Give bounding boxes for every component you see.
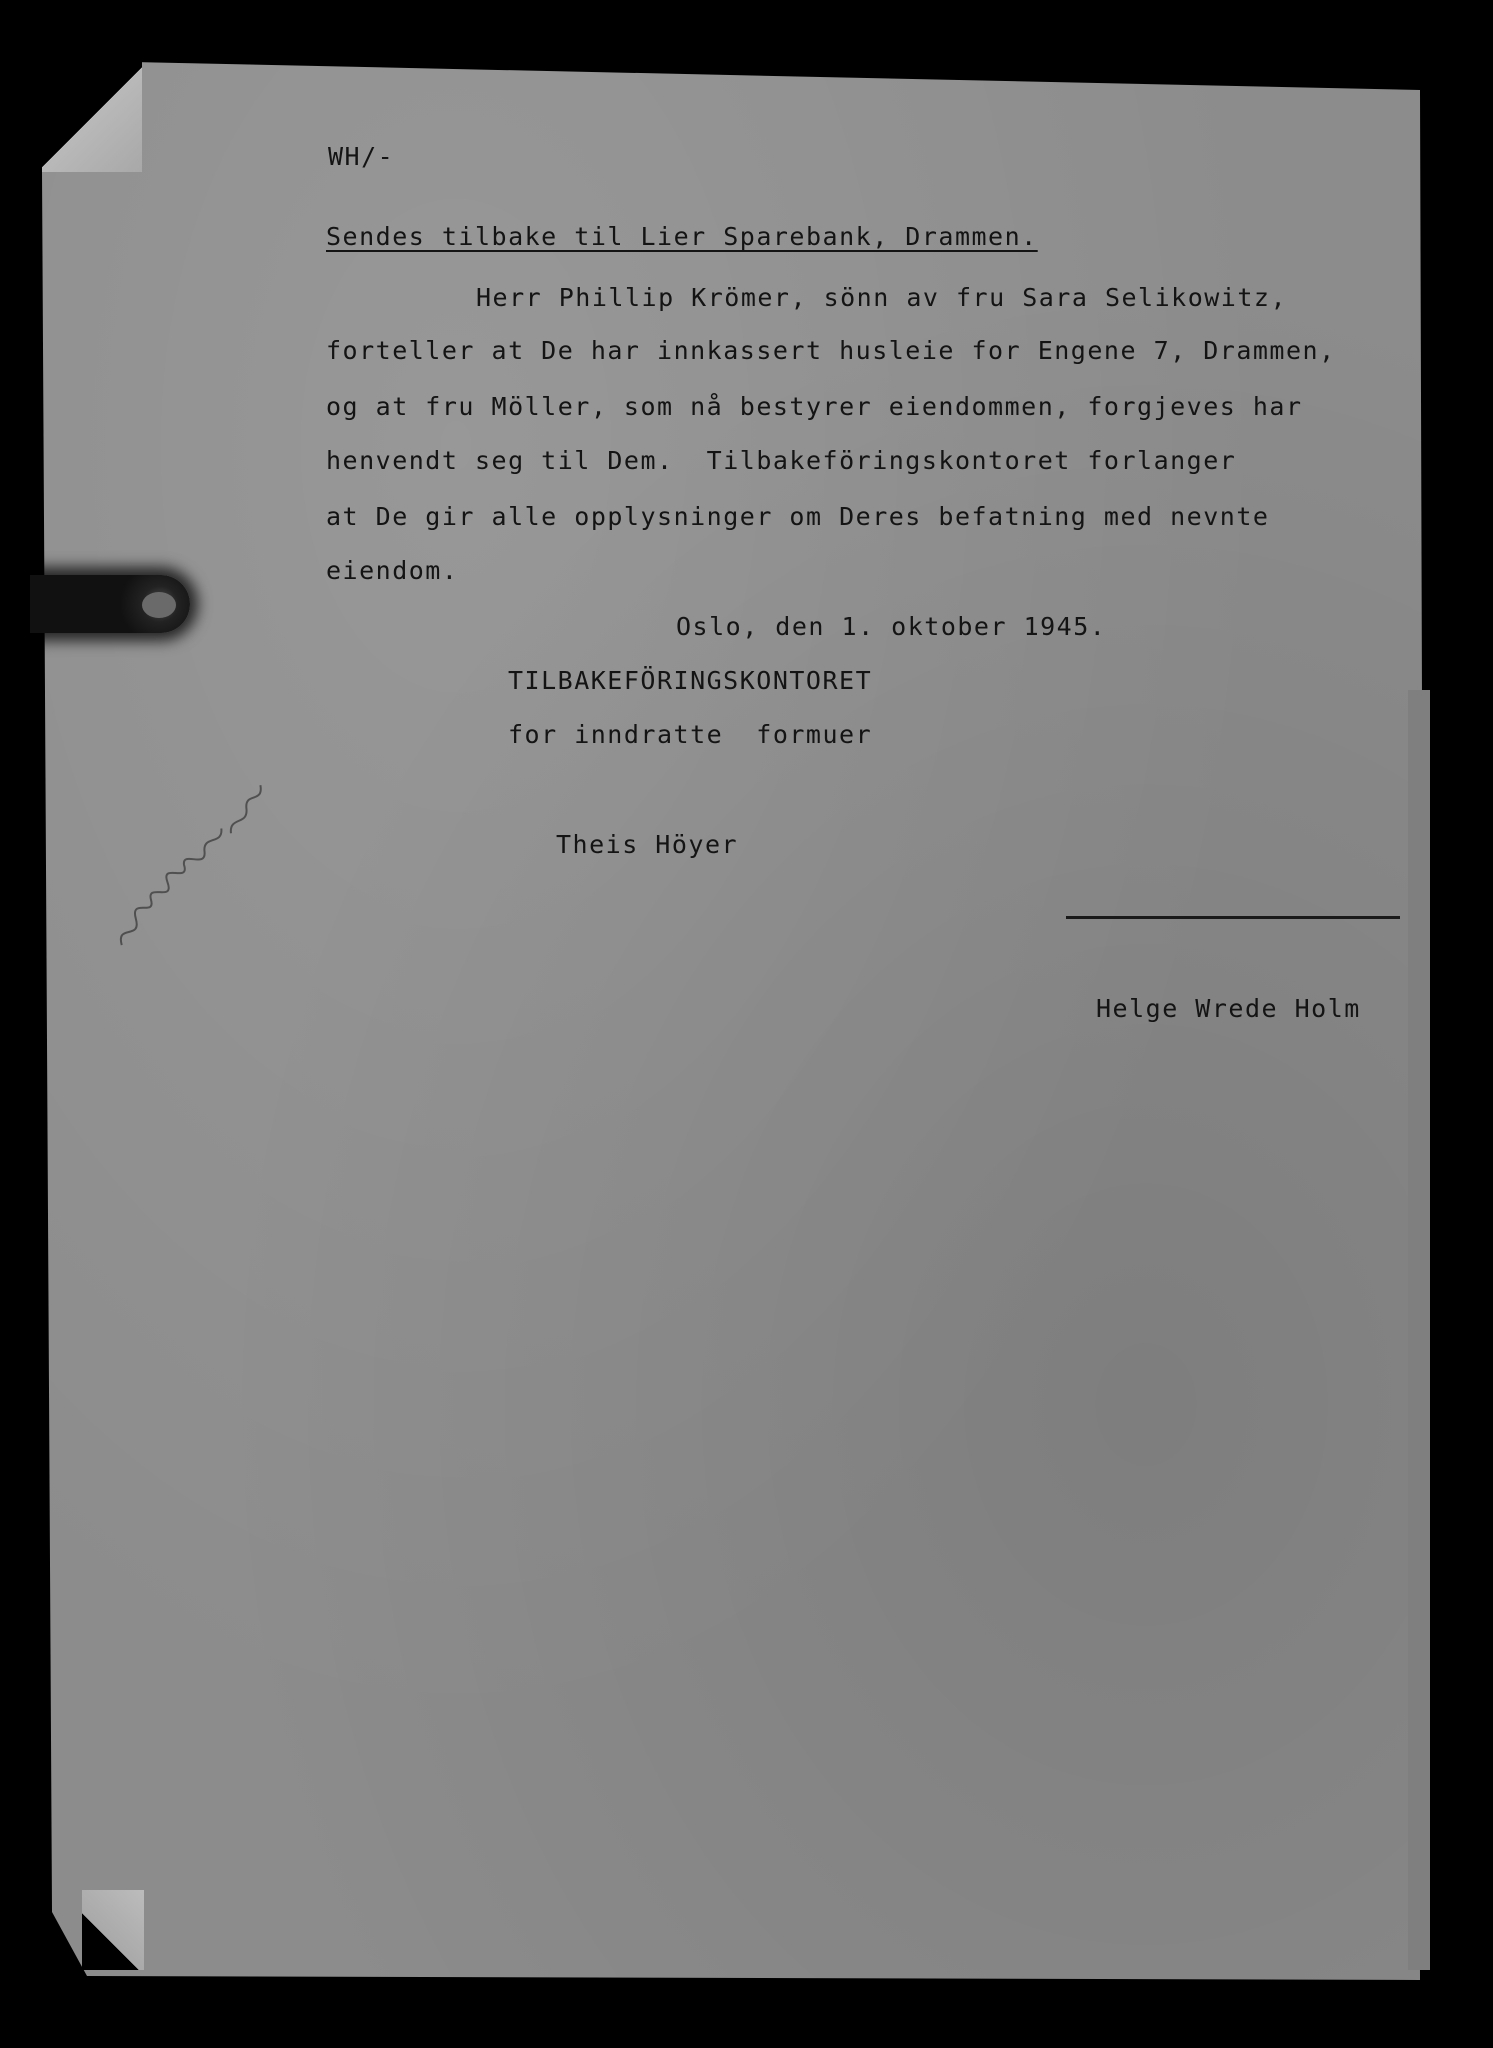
body-line: henvendt seg til Dem. Tilbakeföringskontoret forlanger xyxy=(326,446,1237,475)
body-line: at De gir alle opplysninger om Deres befatning med nevnte xyxy=(326,502,1270,531)
reference-code: WH/- xyxy=(328,142,395,171)
folded-corner-bottom xyxy=(82,1890,144,1970)
return-instruction: Sendes tilbake til Lier Sparebank, Drammen. xyxy=(326,222,1038,251)
body-line: forteller at De har innkassert husleie for Engene 7, Drammen, xyxy=(326,336,1336,365)
page-edge xyxy=(1408,690,1430,1970)
body-line: Herr Phillip Krömer, sönn av fru Sara Selikowitz, xyxy=(476,283,1288,312)
signature-line xyxy=(1066,916,1400,919)
body-line: og at fru Möller, som nå bestyrer eiendommen, forgjeves har xyxy=(326,392,1303,421)
folded-corner-top xyxy=(42,62,142,172)
body-line: eiendom. xyxy=(326,556,459,585)
recipient-name: Helge Wrede Holm xyxy=(1096,994,1361,1023)
paper-clip-hole xyxy=(142,592,176,618)
date-line: Oslo, den 1. oktober 1945. xyxy=(676,612,1107,641)
signatory-name: Theis Höyer xyxy=(556,830,739,859)
office-subtitle: for inndratte formuer xyxy=(508,720,873,749)
office-name: TILBAKEFÖRINGSKONTORET xyxy=(508,666,873,695)
